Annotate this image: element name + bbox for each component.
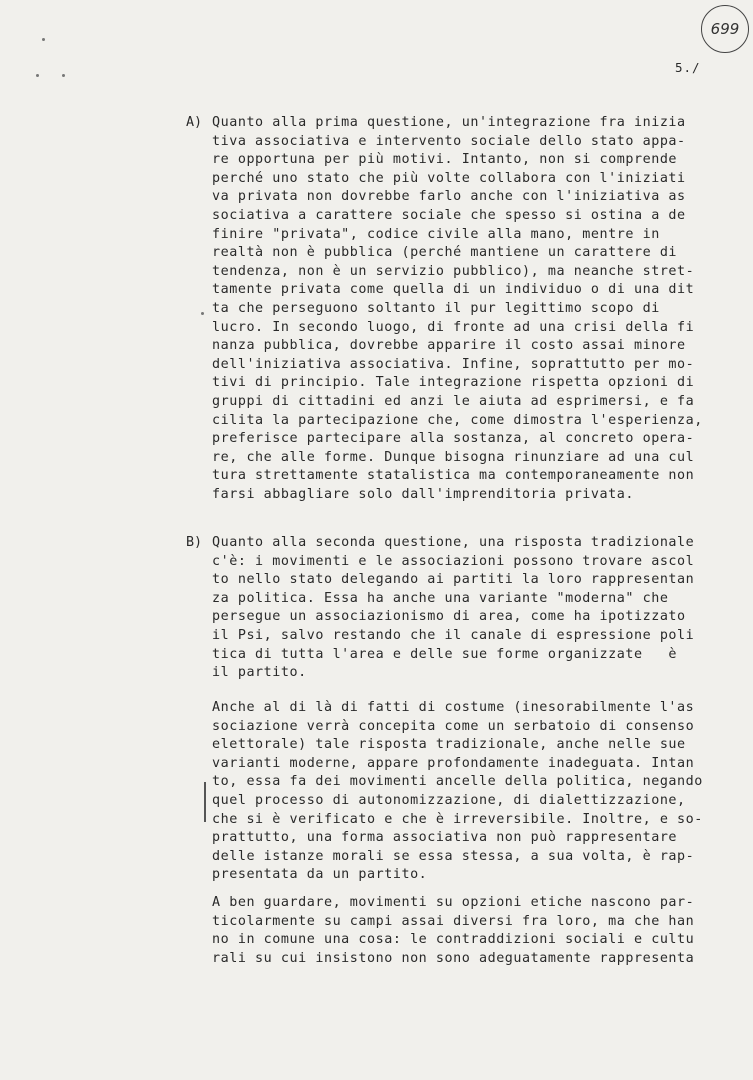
scan-speck — [201, 312, 204, 315]
text-line: dell'iniziativa associativa. Infine, soprattutto per mo- — [212, 356, 695, 372]
text-line: il partito. — [212, 665, 307, 681]
archive-stamp-number: 699 — [710, 20, 740, 38]
section-b-label: B) — [186, 535, 203, 550]
text-line: sociazione verrà concepita come un serbatoio di consenso — [212, 718, 695, 734]
text-line: tivi di principio. Tale integrazione rispetta opzioni di — [212, 375, 695, 391]
paragraph-c-text — [212, 699, 732, 885]
section-b-text — [212, 534, 732, 683]
text-line: A ben guardare, movimenti su opzioni etiche nascono par- — [212, 895, 695, 910]
text-line: re, che alle forme. Dunque bisogna rinunziare ad una cul — [212, 449, 695, 465]
text-line: finire "privata", codice civile alla mano, mentre in — [212, 226, 660, 242]
text-line: farsi abbagliare solo dall'imprenditoria privata. — [212, 486, 634, 502]
text-line: tica di tutta l'area e delle sue forme organizzate è — [212, 646, 678, 662]
text-line: varianti moderne, appare profondamente inadeguata. Intan — [212, 755, 695, 771]
scan-speck — [36, 74, 39, 77]
text-line: Anche al di là di fatti di costume (inesorabilmente l'as — [212, 700, 695, 715]
text-line: tiva associativa e intervento sociale dello stato appa- — [212, 133, 686, 149]
margin-mark — [204, 782, 206, 822]
text-line: to nello stato delegando ai partiti la loro rappresentan — [212, 572, 695, 588]
text-line: za politica. Essa ha anche una variante "moderna" che — [212, 590, 669, 606]
text-line: c'è: i movimenti e le associazioni possono trovare ascol — [212, 553, 695, 569]
text-line: delle istanze morali se essa stessa, a sua volta, è rap- — [212, 848, 695, 864]
page-number: 5./ — [675, 60, 701, 75]
text-line: nanza pubblica, dovrebbe apparire il costo assai minore — [212, 338, 686, 354]
scan-speck — [62, 74, 65, 77]
section-a-label: A) — [186, 115, 203, 130]
text-line: elettorale) tale risposta tradizionale, anche nelle sue — [212, 737, 686, 753]
text-line: perché uno stato che più volte collabora con l'iniziati — [212, 170, 686, 186]
paragraph-d-text — [212, 894, 732, 968]
text-line: che si è verificato e che è irreversibile. Inoltre, e so- — [212, 811, 703, 827]
text-line: cilita la partecipazione che, come dimostra l'esperienza, — [212, 412, 703, 428]
text-line: realtà non è pubblica (perché mantiene un carattere di — [212, 245, 678, 261]
text-line: prattutto, una forma associativa non può rappresentare — [212, 830, 678, 846]
text-line: quel processo di autonomizzazione, di dialettizzazione, — [212, 792, 686, 808]
archive-stamp — [701, 5, 749, 53]
text-line: to, essa fa dei movimenti ancelle della politica, negando — [212, 774, 703, 790]
text-line: ta che perseguono soltanto il pur legittimo scopo di — [212, 300, 660, 316]
text-line: Quanto alla seconda questione, una risposta tradizionale — [212, 535, 695, 550]
text-line: sociativa a carattere sociale che spesso si ostina a de — [212, 207, 686, 223]
text-line: rali su cui insistono non sono adeguatamente rappresenta — [212, 950, 695, 966]
text-line: tendenza, non è un servizio pubblico), ma neanche stret- — [212, 263, 695, 279]
text-line: tura strettamente statalistica ma contemporaneamente non — [212, 468, 695, 484]
text-line: no in comune una cosa: le contraddizioni sociali e cultu — [212, 932, 695, 948]
section-a-text — [212, 114, 732, 504]
text-line: persegue un associazionismo di area, come ha ipotizzato — [212, 609, 686, 625]
text-line: lucro. In secondo luogo, di fronte ad una crisi della fi — [212, 319, 695, 335]
text-line: Quanto alla prima questione, un'integrazione fra inizia — [212, 115, 686, 130]
text-line: il Psi, salvo restando che il canale di espressione poli — [212, 627, 695, 643]
text-line: ticolarmente su campi assai diversi fra loro, ma che han — [212, 913, 695, 929]
text-line: gruppi di cittadini ed anzi le aiuta ad esprimersi, e fa — [212, 393, 695, 409]
text-line: presentata da un partito. — [212, 867, 428, 883]
text-line: tamente privata come quella di un individuo o di una dit — [212, 282, 695, 298]
scan-speck — [42, 38, 45, 41]
text-line: preferisce partecipare alla sostanza, al concreto opera- — [212, 431, 695, 447]
text-line: re opportuna per più motivi. Intanto, non si comprende — [212, 152, 678, 168]
text-line: va privata non dovrebbe farlo anche con l'iniziativa as — [212, 189, 686, 205]
